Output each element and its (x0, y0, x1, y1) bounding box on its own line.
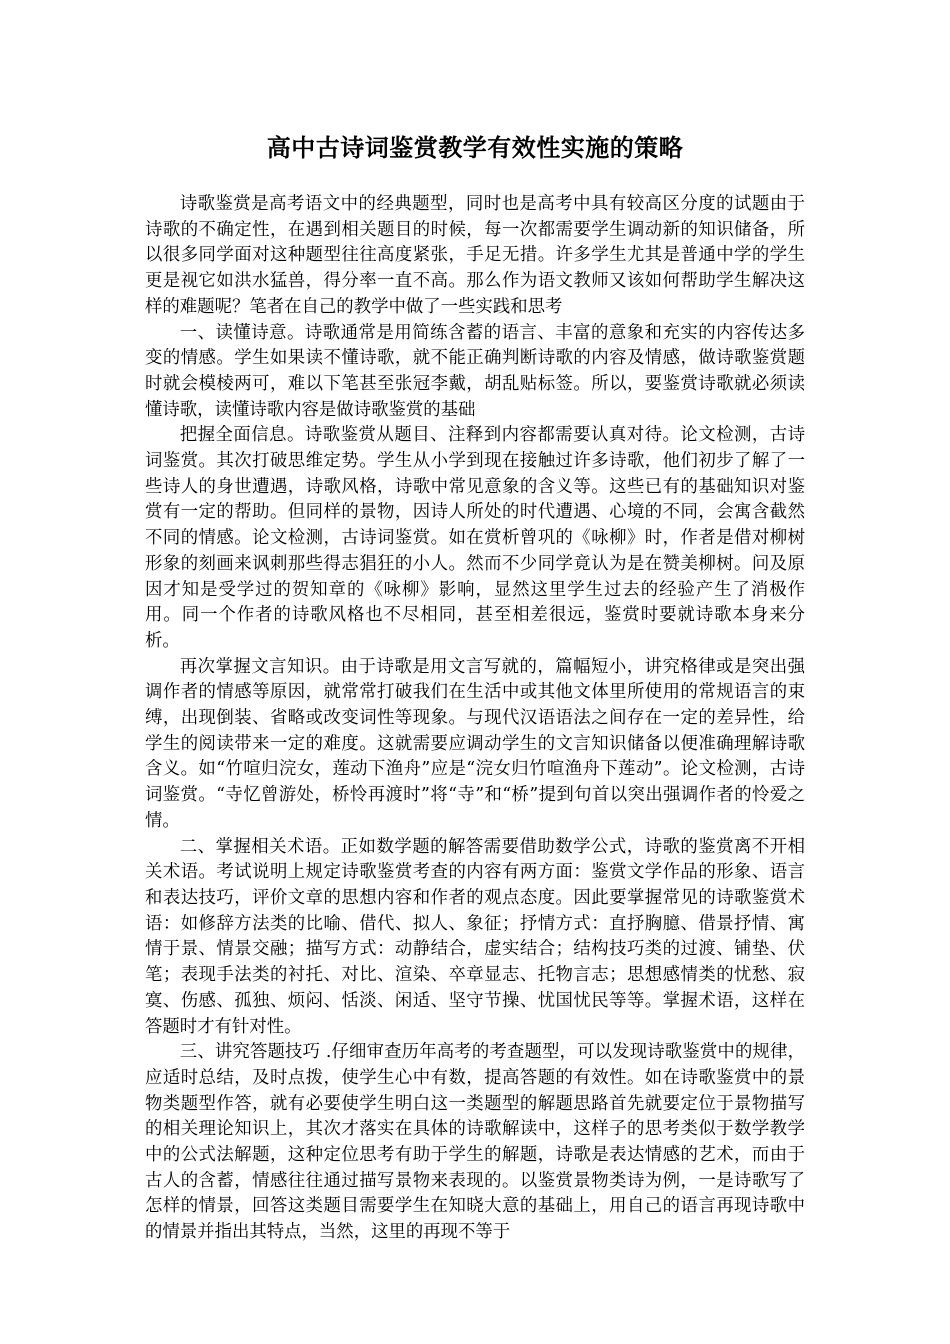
paragraph-section-3: 三、讲究答题技巧 .仔细审查历年高考的考查题型，可以发现诗歌鉴赏中的规律，应适时总结，及时点拨，使学生心中有数，提高答题的有效性。如在诗歌鉴赏中的景物类题型作答，就有必要使学生明白这一类题型的解题思路首先就要定位于景物描写的相关理论知识上，其次才落实在具体的诗歌解读中，这样子的思考类似于数学教学中的公式法解题，这种定位思考有助于学生的解题，诗歌是表达情感的艺术，而由于古人的含蓄，情感往往通过描写景物来表现的。以鉴赏景物类诗为例，一是诗歌写了怎样的情景，回答这类题目需要学生在知晓大意的基础上，用自己的语言再现诗歌中的情景并指出其特点，当然，这里的再现不等于 (145, 1042, 805, 1243)
paragraph-section-1: 一、读懂诗意。诗歌通常是用简练含蓄的语言、丰富的意象和充实的内容传达多变的情感。学生如果读不懂诗歌，就不能正确判断诗歌的内容及情感，做诗歌鉴赏题时就会模棱两可，难以下笔甚至张冠李戴，胡乱贴标签。所以，要鉴赏诗歌就必须读懂诗歌，读懂诗歌内容是做诗歌鉴赏的基础 (145, 322, 805, 420)
paragraph-section-2: 二、掌握相关术语。正如数学题的解答需要借助数学公式，诗歌的鉴赏离不开相关术语。考试说明上规定诗歌鉴赏考查的内容有两方面：鉴赏文学作品的形象、语言和表达技巧，评价文章的思想内容和作者的观点态度。因此要掌握常见的诗歌鉴赏术语：如修辞方法类的比喻、借代、拟人、象征；抒情方式：直抒胸臆、借景抒情、寓情于景、情景交融；描写方式：动静结合，虚实结合；结构技巧类的过渡、铺垫、伏笔；表现手法类的衬托、对比、渲染、卒章显志、托物言志；思想感情类的忧愁、寂寞、伤感、孤独、烦闷、恬淡、闲适、坚守节操、忧国忧民等等。掌握术语，这样在答题时才有针对性。 (145, 836, 805, 1037)
document-title: 高中古诗词鉴赏教学有效性实施的策略 (266, 134, 684, 162)
paragraph-section-1-info: 把握全面信息。诗歌鉴赏从题目、注释到内容都需要认真对待。论文检测，古诗词鉴赏。其次打破思维定势。学生从小学到现在接触过许多诗歌，他们初步了解了一些诗人的身世遭遇，诗歌风格，诗歌中常见意象的含义等。这些已有的基础知识对鉴赏有一定的帮助。但同样的景物，因诗人所处的时代遭遇、心境的不同，会寓含截然不同的情感。论文检测，古诗词鉴赏。如在赏析曾巩的《咏柳》时，作者是借对柳树形象的刻画来讽刺那些得志猖狂的小人。然而不少同学竟认为是在赞美柳树。问及原因才知是受学过的贺知章的《咏柳》影响，显然这里学生过去的经验产生了消极作用。同一个作者的诗歌风格也不尽相同，甚至相差很远，鉴赏时要就诗歌本身来分析。 (145, 425, 805, 651)
paragraph-intro: 诗歌鉴赏是高考语文中的经典题型，同时也是高考中具有较高区分度的试题由于诗歌的不确定性，在遇到相关题目的时候，每一次都需要学生调动新的知识储备，所以很多同学面对这种题型往往高度紧张，手足无措。许多学生尤其是普通中学的学生更是视它如洪水猛兽，得分率一直不高。那么作为语文教师又该如何帮助学生解决这样的难题呢？笔者在自己的教学中做了一些实践和思考 (145, 194, 805, 317)
paragraph-section-1-classical: 再次掌握文言知识。由于诗歌是用文言写就的，篇幅短小，讲究格律或是突出强调作者的情感等原因，就常常打破我们在生活中或其他文体里所使用的常规语言的束缚，出现倒装、省略或改变词性等现象。与现代汉语语法之间存在一定的差异性，给学生的阅读带来一定的难度。这就需要应调动学生的文言知识储备以便准确理解诗歌含义。如“竹喧归浣女，莲动下渔舟”应是“浣女归竹喧渔舟下莲动”。论文检测，古诗词鉴赏。“寺忆曾游处，桥怜再渡时”将“寺”和“桥”提到句首以突出强调作者的怜爱之情。 (145, 656, 805, 831)
document-body (145, 192, 805, 1246)
